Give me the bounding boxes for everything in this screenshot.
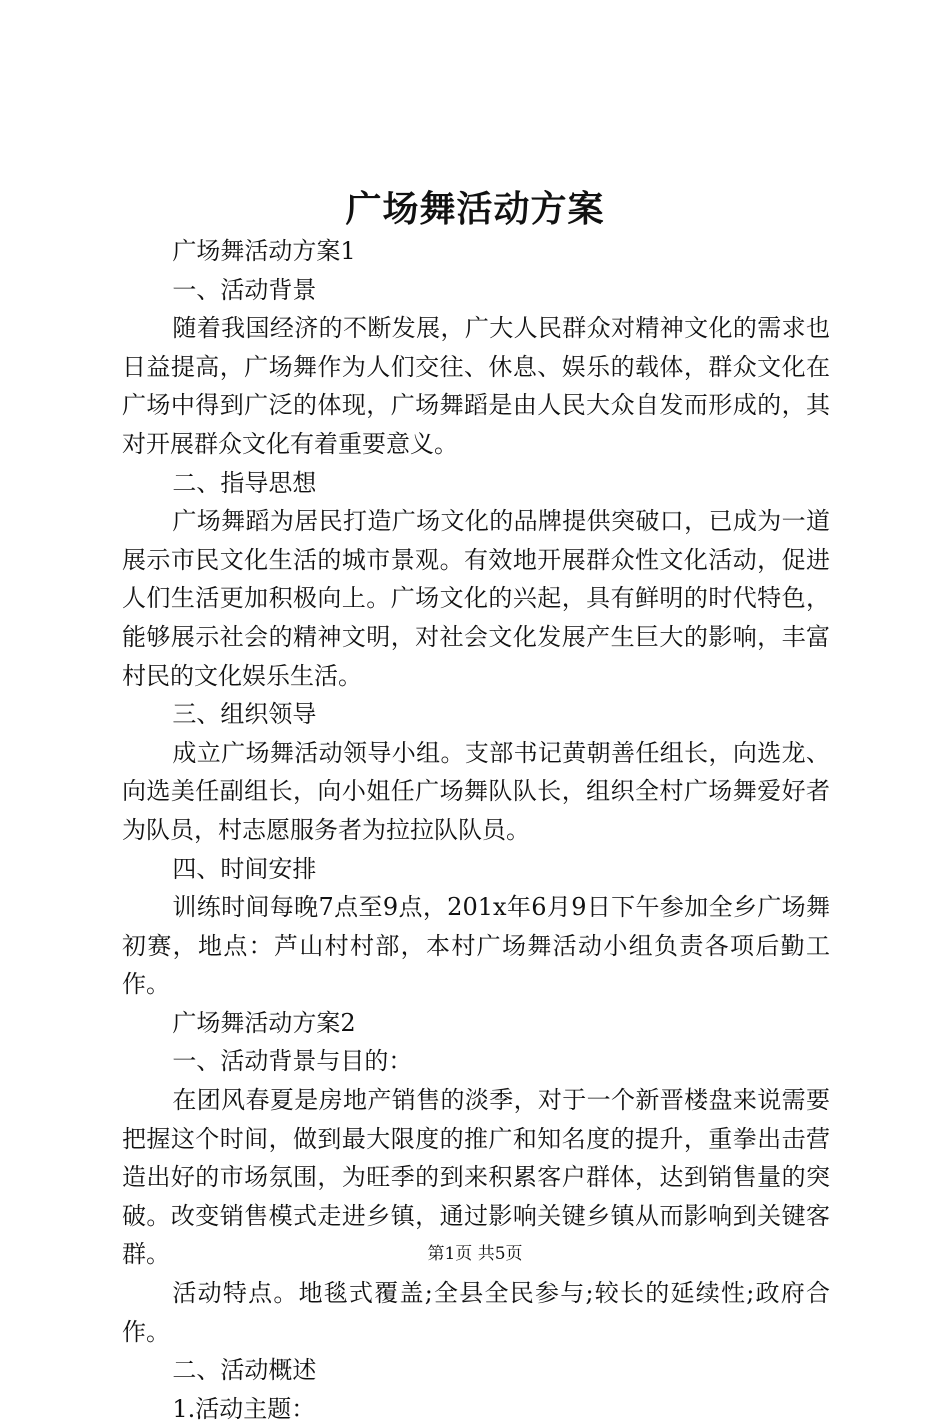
paragraph-organization: 成立广场舞活动领导小组。支部书记黄朝善任组长，向选龙、向选美任副组长，向小姐任广场舞队队长，组织全村广场舞爱好者为队员，村志愿服务者为拉拉队队员。	[122, 738, 830, 844]
paragraph-guiding-ideology: 广场舞蹈为居民打造广场文化的品牌提供突破口，已成为一道展示市民文化生活的城市景观。有效地开展群众性文化活动，促进人们生活更加积极向上。广场文化的兴起，具有鲜明的时代特色，能够展示社会的精神文明，对社会文化发展产生巨大的影响，丰富村民的文化娱乐生活。	[122, 507, 830, 690]
paragraph-background-purpose: 在团风春夏是房地产销售的淡季，对于一个新晋楼盘来说需要把握这个时间，做到最大限度的推广和知名度的提升，重拳出击营造出好的市场氛围，为旺季的到来积累客户群体，达到销售量的突破。改变销售模式走进乡镇，通过影响关键乡镇从而影响到关键客群。	[122, 1086, 830, 1269]
paragraph-schedule: 训练时间每晚7点至9点，201x年6月9日下午参加全乡广场舞初赛，地点：芦山村村部，本村广场舞活动小组负责各项后勤工作。	[122, 893, 830, 999]
page-footer: 第1页 共5页	[427, 1244, 523, 1264]
paragraph-activity-features: 活动特点。地毯式覆盖;全县全民参与;较长的延续性;政府合作。	[122, 1279, 830, 1346]
heading-schedule: 四、时间安排	[172, 854, 317, 883]
paragraph-background: 随着我国经济的不断发展，广大人民群众对精神文化的需求也日益提高，广场舞作为人们交往、休息、娱乐的载体，群众文化在广场中得到广泛的体现，广场舞蹈是由人民大众自发而形成的，其对开展群众文化有着重要意义。	[122, 314, 830, 458]
section-heading-plan-1: 广场舞活动方案1	[172, 237, 356, 265]
item-activity-theme: 1.活动主题：	[172, 1394, 316, 1423]
heading-guiding-ideology: 二、指导思想	[172, 468, 317, 497]
heading-background: 一、活动背景	[172, 275, 317, 304]
heading-organization: 三、组织领导	[172, 700, 317, 729]
heading-background-purpose: 一、活动背景与目的：	[172, 1047, 413, 1076]
section-heading-plan-2: 广场舞活动方案2	[172, 1008, 356, 1037]
document-title: 广场舞活动方案	[345, 188, 605, 230]
heading-activity-overview: 二、活动概述	[172, 1356, 317, 1385]
